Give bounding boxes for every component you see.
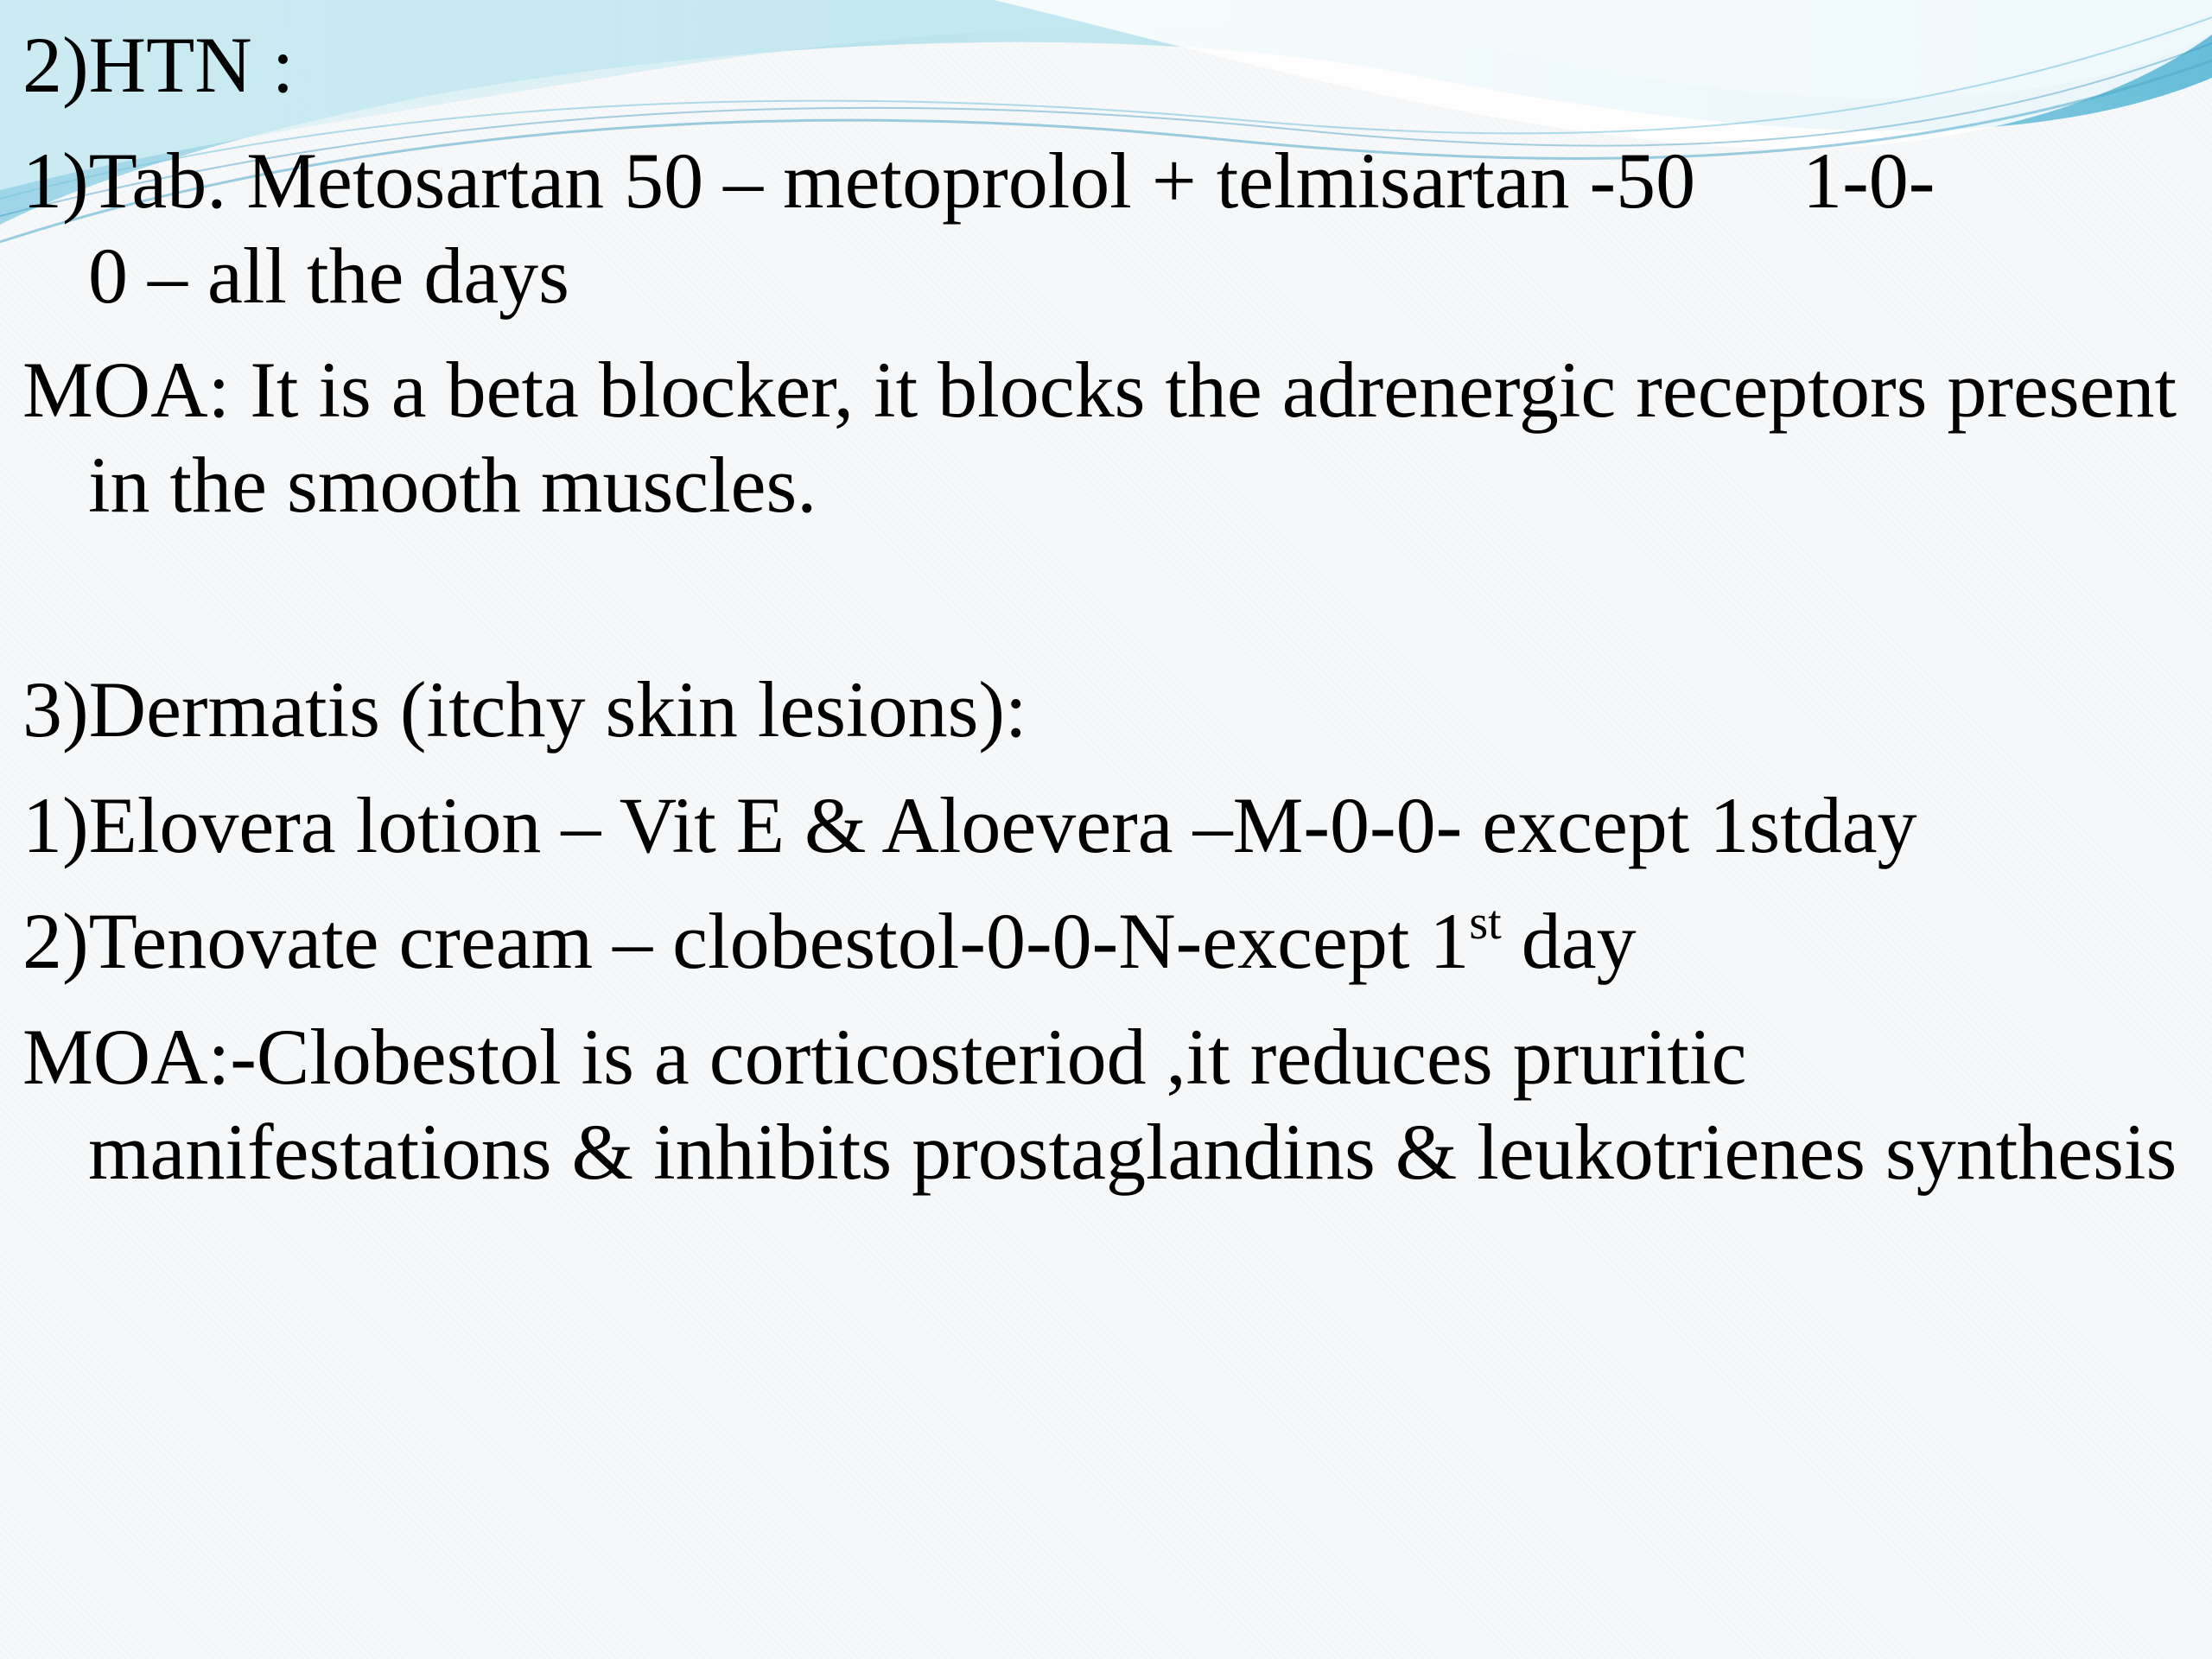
dermatitis-item-2-tail: day [1501,897,1637,985]
htn-item-1 [22,133,2183,323]
htn-item-1-text: 1)Tab. Metosartan 50 – metoprolol + telmisartan -50 [22,137,1696,225]
dermatitis-moa: MOA:-Clobestol is a corticosteriod ,it reduces pruritic manifestations & inhibits prostaglandins & leukotrienes synthesis [22,1013,2177,1196]
dermatitis-item-2 [22,893,2183,988]
ordinal-superscript: st [1469,896,1502,950]
htn-item-1-continuation: 0 – all the days [88,232,569,320]
htn-item-1-dose: 1-0- [1802,137,1936,225]
dermatitis-item-1: 1)Elovera lotion – Vit E & Aloevera –M-0-0- except 1stday [22,781,1917,869]
htn-heading: 2)HTN : [22,21,295,109]
dermatitis-item-2-text: 2)Tenovate cream – clobestol-0-0-N-except 1 [22,897,1470,985]
dermatitis-heading: 3)Dermatis (itchy skin lesions): [22,665,1027,753]
slide-content [22,17,2183,1199]
htn-moa: MOA: It is a beta blocker, it blocks the adrenergic receptors present in the smooth muscles. [22,346,2177,529]
